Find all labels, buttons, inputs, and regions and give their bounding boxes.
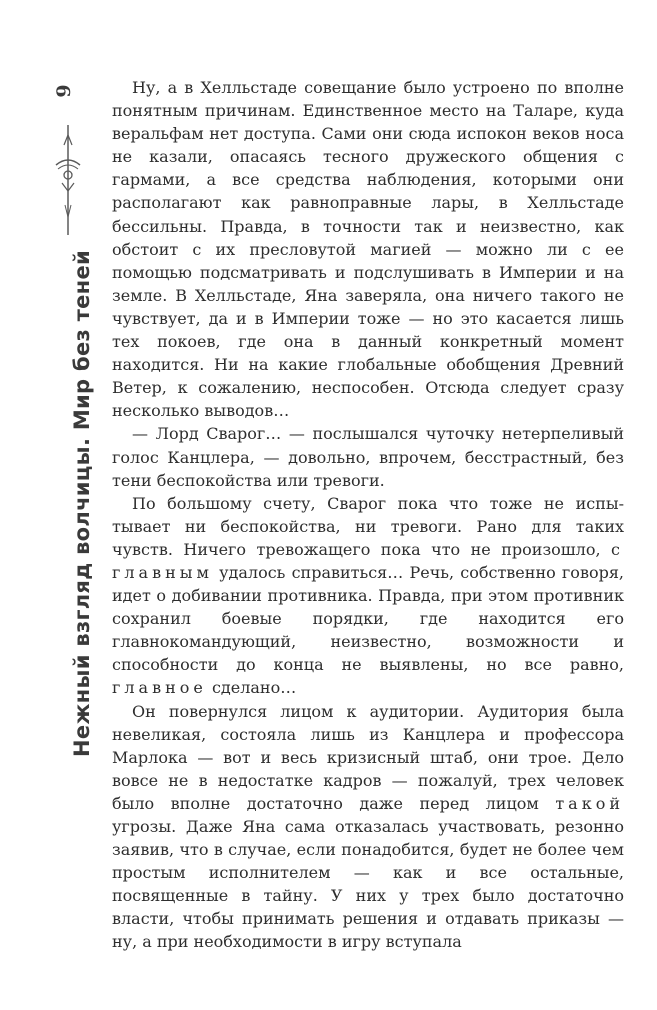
emphasis-text: с главным xyxy=(112,539,624,582)
paragraph-text: По большому счету, Сварог пока что тоже не испытывает ни беспокойства, ни тревоги. Рано для таких чувств. Ничего тревожащего пока что не произошло, xyxy=(112,493,624,559)
emphasis-text: такой xyxy=(555,793,624,813)
paragraph-text: Он повернулся лицом к аудитории. Аудитория была невеликая, состояла лишь из Канцлера и профессора Марлока — вот и весь кризисный штаб, они трое. Дело вовсе не в недостатке кадров — пожалуй, трех человек было вполне достаточно даже перед лицом xyxy=(112,701,624,813)
emphasis-text: главное xyxy=(112,678,207,698)
running-header xyxy=(40,70,100,960)
paragraph-text: Ну, а в Хелльстаде совещание было устроено по вполне понятным причинам. Единственное место на Таларе, куда верaльфам нет доступа. Сами они сюда испокон веков носа не казали, опасаясь тесного дружеского общения с гармами, а все средства наблюдения, которыми они располагают как равноправные лары, в Хелльстаде бессильны. Правда, в точности так и неизвестно, как обстоит с их пресловутой магией — можно ли с ее помощью подсматривать и подслушивать в Империи и на земле. В Хелльстаде, Яна заверяла, она ничего такого не чувствует, да и в Империи тоже — но это касается лишь тех покоев, где она в данный конкретный момент находится. Ни на какие глобальные обобщения Древний Ветер, к сожалению, неспособен. Отсюда следует сразу несколько выводов… xyxy=(112,78,624,421)
page-number: 6 xyxy=(51,84,74,98)
running-title: Нежный взгляд волчицы. Мир без теней xyxy=(70,250,94,757)
page-body xyxy=(112,76,624,954)
paragraph-text: сделано… xyxy=(206,678,297,698)
paragraph xyxy=(112,422,624,491)
paragraph xyxy=(112,700,624,954)
paragraph xyxy=(112,492,624,700)
paragraph-text: угрозы. Даже Яна сама отказалась участвовать, резонно заявив, что в случае, если понадобится, будет не более чем простым исполнителем — как и все остальные, посвященные в тайну. У них у трех было достаточно власти, чтобы принимать решения и отдавать приказы — ну, а при необходимости в игру вступала xyxy=(112,817,624,952)
paragraph xyxy=(112,76,624,422)
sword-ornament-icon xyxy=(52,125,84,235)
paragraph-text: удалось справиться… Речь, собственно говоря, идет о добивании противника. Правда, при этом противник сохранил боевые порядки, где находится его главнокомандующий, неизвестно, возможности и способности до конца не выявлены, но все равно, xyxy=(112,562,624,675)
paragraph-text: — Лорд Сварог… — послышался чуточку нетерпеливый голос Канцлера, — довольно, впрочем, бесстрастный, без тени беспокойства или тревоги. xyxy=(112,424,624,490)
